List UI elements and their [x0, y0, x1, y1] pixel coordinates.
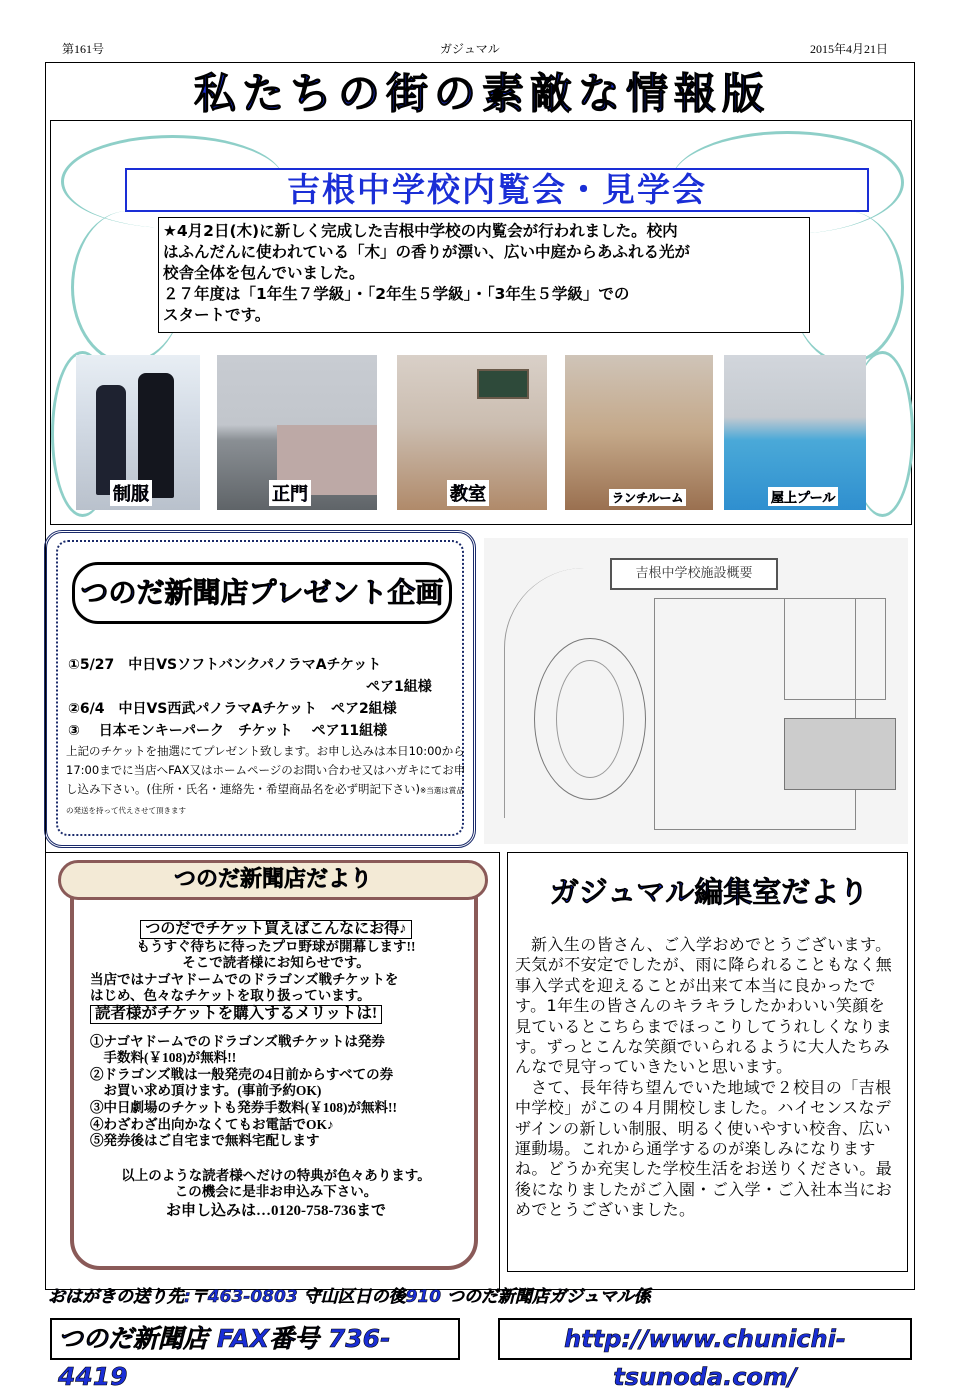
- masthead-title: 私たちの街の素敵な情報版: [193, 69, 770, 118]
- present-note-text: 上記のチケットを抽選にてプレゼント致します。お申し込みは本日10:00から17:00までに当店へFAX又はホームページのお問い合わせ又はハガキにてお申し込み下さい。(住所・氏名・連絡先・希望商品名を必ず明記下さい): [66, 744, 466, 796]
- news-closing: 以上のような読者様へだけの特典が色々あります。: [121, 1167, 431, 1183]
- news-apply: お申し込みは…0120-758-736まで: [166, 1202, 386, 1219]
- news-headline: つのだでチケット買えばこんなにお得♪: [140, 920, 411, 939]
- news-line: もうすぐ待ちに待ったプロ野球が開幕します!!: [136, 938, 416, 954]
- map-building: [784, 598, 886, 700]
- news-line: はじめ、色々なチケットを取り扱っています。: [90, 988, 371, 1004]
- photo-classroom: [397, 355, 547, 510]
- editor-body: [515, 935, 901, 1221]
- blackboard: [477, 369, 529, 399]
- news-merit: ③中日劇場のチケットも発券手数料(￥108)が無料!!: [90, 1099, 398, 1115]
- present-item: ②6/4 中日VS西武パノラマAチケット ペア2組様: [68, 701, 397, 717]
- editor-paragraph: 新入生の皆さん、ご入学おめでとうございます。天気が不安定でしたが、雨に降られることもなく無事入学式を迎えることが出来て本当に良かったです。1年生の皆さんのキラキラしたかわいい笑顔を見ているとこちらまでほっこりしてうれしくなります。ずっとこんな笑顔でいられるように大人たちみんなで見守っていきたいと思います。: [515, 935, 893, 1077]
- news-line: 当店ではナゴヤドームでのドラゴンズ戦チケットを: [90, 971, 399, 987]
- editor-paragraph: さて、長年待ち望んでいた地域で２校目の「吉根中学校」がこの４月開校しました。ハイセンスなデザインの新しい制服、明るく使いやすい校舎、広い運動場。これから通学するのが楽しみになりますね。どうか充実した学校生活をお送りください。最後になりましたがご入園・ご入学・ご入社本当におめでとうございました。: [515, 1077, 893, 1220]
- school-tour-title: 吉根中学校内覧会・見学会: [125, 168, 869, 212]
- fax-number: つのだ新聞店 FAX番号 736-4419: [50, 1318, 460, 1360]
- news-merit: ①ナゴヤドームでのドラゴンズ戦チケットは発券: [90, 1033, 385, 1049]
- present-item-count: ペア1組様: [366, 679, 432, 695]
- present-note-small: ※当選は賞品の発送を持って代えさせて頂きます: [66, 786, 464, 815]
- news-merit: ④わざわざ出向かなくてもお電話でOK♪: [90, 1116, 334, 1132]
- school-facility-map: [484, 538, 908, 844]
- news-body: [90, 920, 462, 1220]
- website-url[interactable]: http://www.chunichi-tsunoda.com/: [498, 1318, 912, 1360]
- issue-date: 2015年4月21日: [810, 42, 889, 56]
- intro-line: ２７年度は「1年生７学級」・「2年生５学級」・「3年生５学級」での: [163, 285, 630, 303]
- map-title: 吉根中学校施設概要: [610, 558, 778, 590]
- news-merit: 手数料(￥108)が無料!!: [90, 1050, 237, 1066]
- photo-main-gate: [217, 355, 377, 510]
- map-photo: [784, 718, 896, 790]
- present-item: ①5/27 中日VSソフトバンクパノラマAチケット: [68, 657, 382, 673]
- news-merit: お買い求め頂けます。(事前予約OK): [90, 1083, 322, 1099]
- news-merit-heading: 読者様がチケットを購入するメリットは!: [90, 1005, 382, 1024]
- photo-label-classroom: 教室: [447, 480, 489, 506]
- present-note: [66, 742, 466, 820]
- photo-label-uniform: 制服: [110, 480, 152, 506]
- news-line: そこで読者様にお知らせです。: [182, 955, 370, 971]
- editor-title: ガジュマル編集室だより: [549, 875, 869, 909]
- issue-number: 第161号: [62, 42, 105, 56]
- intro-line: はふんだんに使われている「木」の香りが漂い、広い中庭からあふれる光が: [163, 243, 691, 261]
- news-closing: この機会に是非お申込み下さい。: [174, 1184, 378, 1200]
- intro-line: 校舎全体を包んでいました。: [163, 264, 365, 282]
- news-merit: ⑤発券後はご自宅まで無料宅配します: [90, 1133, 320, 1149]
- photo-label-gate: 正門: [269, 480, 311, 506]
- map-road: [504, 568, 585, 818]
- present-item: ③ 日本モンキーパーク チケット ペア11組様: [68, 723, 388, 739]
- present-title: つのだ新聞店プレゼント企画: [72, 562, 452, 624]
- mailing-address: おはがきの送り先:〒463-0803 守山区日の後910 つのだ新聞店ガジュマル係: [48, 1287, 651, 1307]
- school-tour-intro: [158, 217, 810, 333]
- newsletter-name: ガジュマル: [440, 42, 500, 56]
- photo-lunchroom: [565, 355, 713, 510]
- photo-uniform: [76, 355, 200, 510]
- photo-label-lunchroom: ランチルーム: [609, 489, 686, 506]
- uniform-figure: [96, 385, 126, 495]
- photo-rooftop-pool: [724, 355, 866, 510]
- photo-label-pool: 屋上プール: [768, 487, 838, 506]
- intro-line: スタートです。: [163, 306, 271, 324]
- news-ribbon-title: つのだ新聞店だより: [58, 860, 488, 900]
- intro-line: ★4月2日(木)に新しく完成した吉根中学校の内覧会が行われました。校内: [163, 222, 678, 240]
- news-merit: ②ドラゴンズ戦は一般発売の4日前からすべての券: [90, 1066, 394, 1082]
